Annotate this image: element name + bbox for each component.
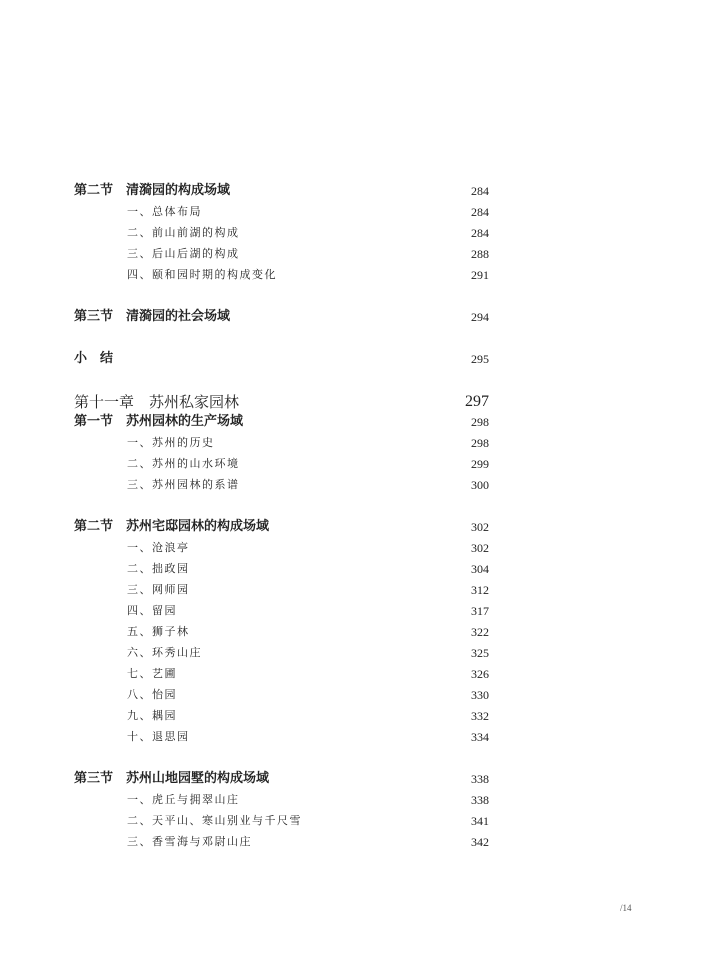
- toc-page: 284: [471, 226, 489, 240]
- toc-title: 二、苏州的山水环境: [127, 457, 240, 470]
- toc-page: 326: [471, 667, 489, 681]
- toc-page: 342: [471, 835, 489, 849]
- page-number: /14: [620, 903, 632, 913]
- toc-page: 322: [471, 625, 489, 639]
- toc-row: [0, 832, 709, 852]
- toc-title: 一、总体布局: [127, 205, 202, 218]
- toc-page: 298: [471, 415, 489, 429]
- toc-page: 338: [471, 793, 489, 807]
- toc-page: 284: [471, 205, 489, 219]
- toc-chapter-row: [0, 392, 709, 412]
- toc-row: [0, 664, 709, 684]
- toc-row: [0, 559, 709, 579]
- toc-row: [0, 622, 709, 642]
- toc-row: [0, 706, 709, 726]
- toc-title: 小 结: [74, 351, 114, 366]
- toc-title: 第十一章 苏州私家园林: [74, 393, 240, 411]
- toc-row: [0, 454, 709, 474]
- toc-page: 330: [471, 688, 489, 702]
- toc-title: 八、怡园: [127, 688, 177, 701]
- toc-title: 四、留园: [127, 604, 177, 617]
- toc-title: 三、苏州园林的系谱: [127, 478, 240, 491]
- toc-page: 332: [471, 709, 489, 723]
- toc-row: [0, 223, 709, 243]
- toc-row: [0, 349, 709, 369]
- toc-row: [0, 265, 709, 285]
- toc-row: [0, 244, 709, 264]
- toc-page: 338: [471, 772, 489, 786]
- toc-title: 三、后山后湖的构成: [127, 247, 240, 260]
- toc-row: [0, 790, 709, 810]
- toc-row: [0, 601, 709, 621]
- toc-row: [0, 643, 709, 663]
- toc-row: [0, 307, 709, 327]
- toc-page: 288: [471, 247, 489, 261]
- toc-title: 三、网师园: [127, 583, 190, 596]
- toc-title: 一、沧浪亭: [127, 541, 190, 554]
- toc-row: [0, 517, 709, 537]
- toc-page: 304: [471, 562, 489, 576]
- toc-row: [0, 181, 709, 201]
- toc-page: 284: [471, 184, 489, 198]
- toc-page: 299: [471, 457, 489, 471]
- toc-title: 二、天平山、寒山别业与千尺雪: [127, 814, 302, 827]
- toc-title: 第三节 清漪园的社会场域: [74, 309, 231, 324]
- toc-page: 302: [471, 541, 489, 555]
- toc-row: [0, 202, 709, 222]
- toc-title: 第一节 苏州园林的生产场域: [74, 414, 244, 429]
- toc-page: 291: [471, 268, 489, 282]
- toc-page: 297: [465, 393, 489, 410]
- toc-title: 五、狮子林: [127, 625, 190, 638]
- toc-title: 一、虎丘与拥翠山庄: [127, 793, 240, 806]
- toc-row: [0, 538, 709, 558]
- toc-page: 317: [471, 604, 489, 618]
- toc-title: 二、前山前湖的构成: [127, 226, 240, 239]
- toc-row: [0, 769, 709, 789]
- toc-title: 七、艺圃: [127, 667, 177, 680]
- toc-row: [0, 727, 709, 747]
- toc-title: 第三节 苏州山地园墅的构成场域: [74, 771, 270, 786]
- toc-title: 六、环秀山庄: [127, 646, 202, 659]
- toc-title: 九、耦园: [127, 709, 177, 722]
- toc-title: 十、退思园: [127, 730, 190, 743]
- toc-title: 四、颐和园时期的构成变化: [127, 268, 277, 281]
- toc-page: 295: [471, 352, 489, 366]
- toc-title: 第二节 苏州宅邸园林的构成场域: [74, 519, 270, 534]
- toc-title: 一、苏州的历史: [127, 436, 215, 449]
- toc-title: 三、香雪海与邓尉山庄: [127, 835, 252, 848]
- toc-page: 334: [471, 730, 489, 744]
- toc-page: 341: [471, 814, 489, 828]
- toc-page: 325: [471, 646, 489, 660]
- toc-row: [0, 811, 709, 831]
- toc-title: 第二节 清漪园的构成场域: [74, 183, 231, 198]
- toc-row: [0, 475, 709, 495]
- toc-row: [0, 580, 709, 600]
- toc-title: 二、拙政园: [127, 562, 190, 575]
- toc-page: 294: [471, 310, 489, 324]
- toc-row: [0, 433, 709, 453]
- toc-page: 300: [471, 478, 489, 492]
- toc-row: [0, 685, 709, 705]
- toc-page: 302: [471, 520, 489, 534]
- toc-page: 312: [471, 583, 489, 597]
- toc-page: 298: [471, 436, 489, 450]
- toc-row: [0, 412, 709, 432]
